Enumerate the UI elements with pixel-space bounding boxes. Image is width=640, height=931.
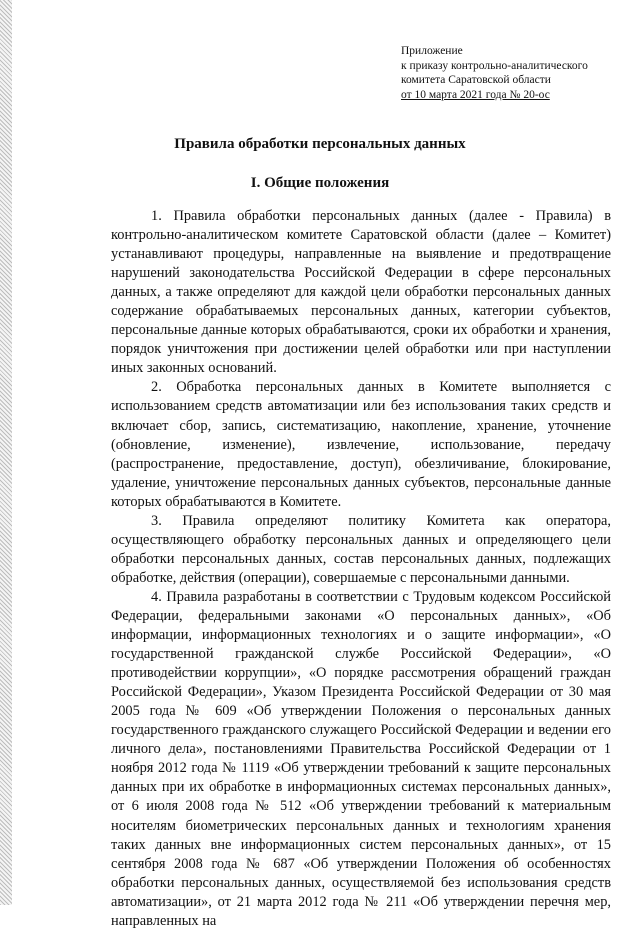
appendix-block — [401, 44, 631, 102]
paragraph-1: 1. Правила обработки персональных данных (далее - Правила) в контрольно-аналитическом комитете Саратовской области (далее – Комитет) устанавливают процедуры, направленные на выявление и предотвращение нарушений законодательства Российской Федерации в сфере персональных данных, а также определяют для каждой цели обработки персональных данных содержание обрабатываемых персональных данных, категории субъектов, персональные данные которых обрабатываются, сроки их обработки и хранения, порядок уничтожения при достижении целей обработки или при наступлении иных законных оснований. — [111, 208, 611, 377]
appendix-line: комитета Саратовской области — [401, 74, 551, 86]
appendix-order-reference: от 10 марта 2021 года № 20-ос — [401, 88, 550, 101]
paragraph-4: 4. Правила разработаны в соответствии с Трудовым кодексом Российской Федерации, федеральными законами «О персональных данных», «Об информации, информационных технологиях и о защите информации», «О государственной гражданской службе Российской Федерации», «О противодействии коррупции», «О порядке рассмотрения обращений граждан Российской Федерации», Указом Президента Российской Федерации от 30 мая 2005 года № 609 «Об утверждении Положения о персональных данных государственного гражданского служащего Российской Федерации и ведении его личного дела», постановлениями Правительства Российской Федерации от 1 ноября 2012 года № 1119 «Об утверждении требований к защите персональных данных при их обработке в информационных системах персональных данных», от 6 июля 2008 года № 512 «Об утверждении требований к материальным носителям биометрических персональных данных и технологиям хранения таких данных вне информационных систем персональных данных», от 15 сентября 2008 года № 687 «Об утверждении Положения об особенностях обработки персональных данных, осуществляемой без использования средств автоматизации», от 21 марта 2012 года № 211 «Об утверждении перечня мер, направленных на — [111, 588, 611, 929]
paragraph-3: 3. Правила определяют политику Комитета как оператора, осуществляющего обработку персональных данных и определяющего цели обработки персональных данных, состав персональных данных, подлежащих обработке, действия (операции), совершаемые с персональными данными. — [111, 512, 611, 586]
appendix-line: Приложение — [401, 45, 463, 57]
document-body — [111, 207, 611, 931]
document-title: Правила обработки персональных данных — [174, 136, 466, 152]
appendix-line: к приказу контрольно-аналитического — [401, 59, 588, 72]
section-title: I. Общие положения — [250, 175, 390, 191]
paragraph-2: 2. Обработка персональных данных в Комитете выполняется с использованием средств автоматизации или без использования таких средств и включает сбор, запись, систематизацию, накопление, хранение, уточнение (обновление, изменение), извлечение, использование, передачу (распространение, предоставление, доступ), обезличивание, блокирование, удаление, уничтожение персональных данных субъектов, персональные данные которых обрабатываются в Комитете. — [111, 379, 611, 510]
